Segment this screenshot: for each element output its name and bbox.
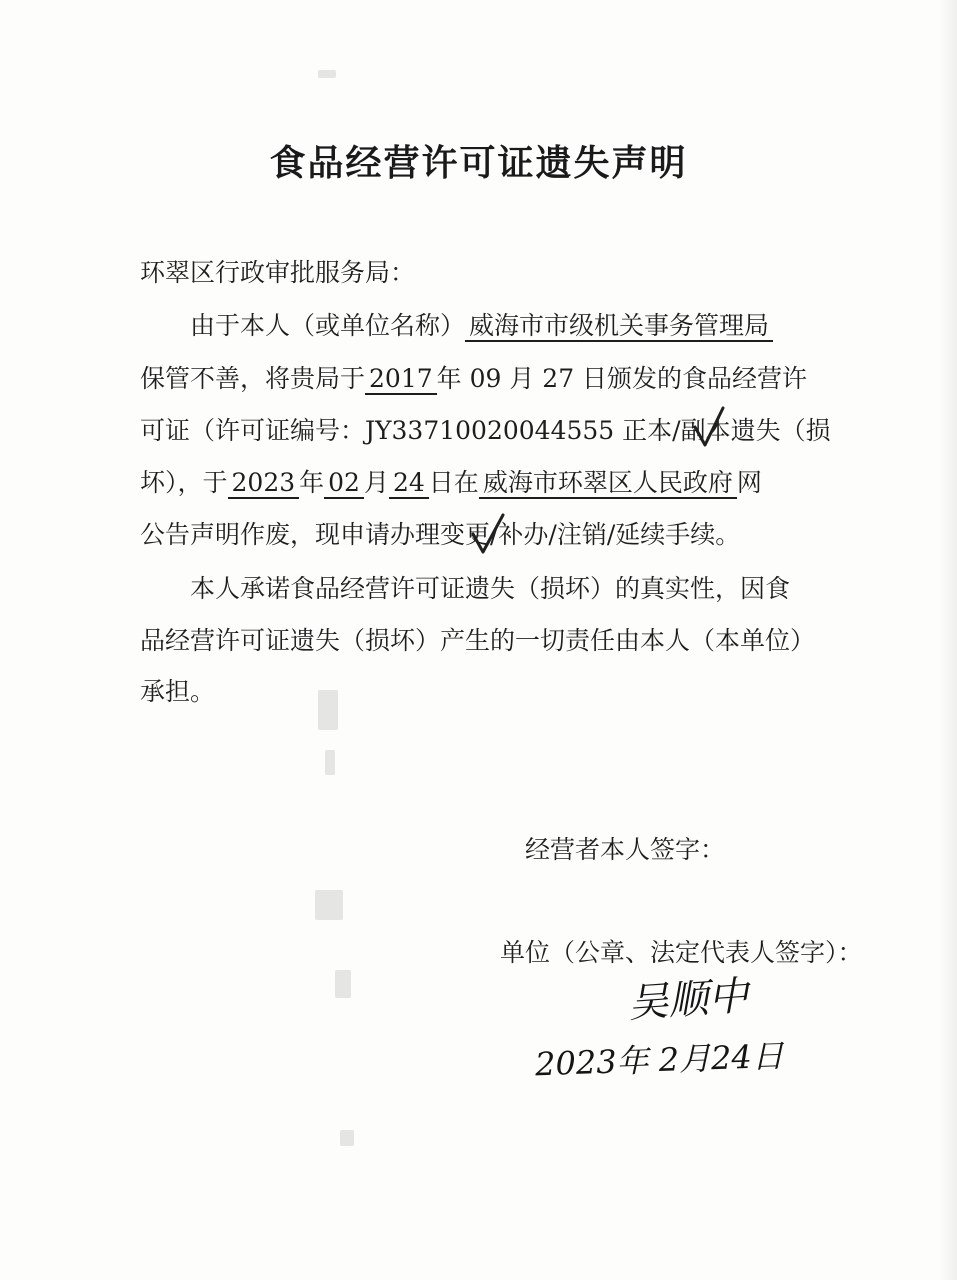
operator-signature-label [525, 835, 825, 865]
text-segment: 年 [299, 468, 325, 497]
page-title: 食品经营许可证遗失声明 [269, 143, 688, 184]
scan-shadow [939, 0, 957, 1280]
addressee-text: 环翠区行政审批服务局： [140, 258, 416, 287]
text-segment: 品经营许可证遗失（损坏）产生的一切责任由本人（本单位） [140, 626, 816, 655]
unit-signature-label [500, 938, 863, 968]
text-segment: 年 09 月 27 日颁发的食品经营许 [436, 364, 808, 393]
scan-smudge [318, 70, 336, 78]
checkmark-icon [692, 405, 726, 449]
paragraph-2-line-2 [140, 626, 850, 656]
text-segment: 可证（许可证编号：JY33710020044555 正本/副本遗失（损 [140, 416, 831, 445]
addressee [140, 258, 850, 288]
text-segment: 由于本人（或单位名称） [190, 311, 466, 340]
handwritten-date: 2023年 2月24日 [534, 1036, 785, 1084]
paragraph-1-line-1 [140, 311, 850, 341]
text-segment: 日在 [428, 468, 479, 497]
paragraph-1-line-3 [140, 416, 850, 446]
text-segment: 承担。 [140, 677, 216, 706]
announce-month: 02 [324, 468, 364, 499]
text-segment: 保管不善，将贵局于 [140, 364, 366, 393]
paragraph-2-line-1 [140, 574, 850, 604]
announce-year: 2023 [228, 468, 300, 499]
scan-smudge [335, 970, 351, 998]
paragraph-1-line-2 [140, 364, 850, 394]
announce-place: 威海市环翠区人民政府 [479, 468, 737, 499]
organization-name: 威海市市级机关事务管理局 [465, 311, 773, 342]
scan-smudge [315, 890, 343, 920]
text-segment: 月 [363, 468, 389, 497]
text-segment: 经营者本人签字： [525, 835, 726, 864]
paragraph-2-line-3 [140, 677, 850, 707]
text-segment: 坏），于 [140, 468, 228, 497]
text-segment: 单位（公章、法定代表人签字）： [500, 938, 863, 967]
text-segment: 本人承诺食品经营许可证遗失（损坏）的真实性，因食 [190, 574, 791, 603]
issue-year: 2017 [365, 364, 437, 395]
announce-day: 24 [389, 468, 429, 499]
scan-smudge [340, 1130, 354, 1146]
scan-smudge [325, 750, 335, 775]
handwritten-signature: 吴顺中 [626, 972, 750, 1028]
text-segment: 网 [736, 468, 762, 497]
paragraph-1-line-4 [140, 468, 850, 498]
text-segment: 公告声明作废，现申请办理变更/补办/注销/延续手续。 [140, 520, 741, 549]
checkmark-icon [470, 512, 506, 556]
